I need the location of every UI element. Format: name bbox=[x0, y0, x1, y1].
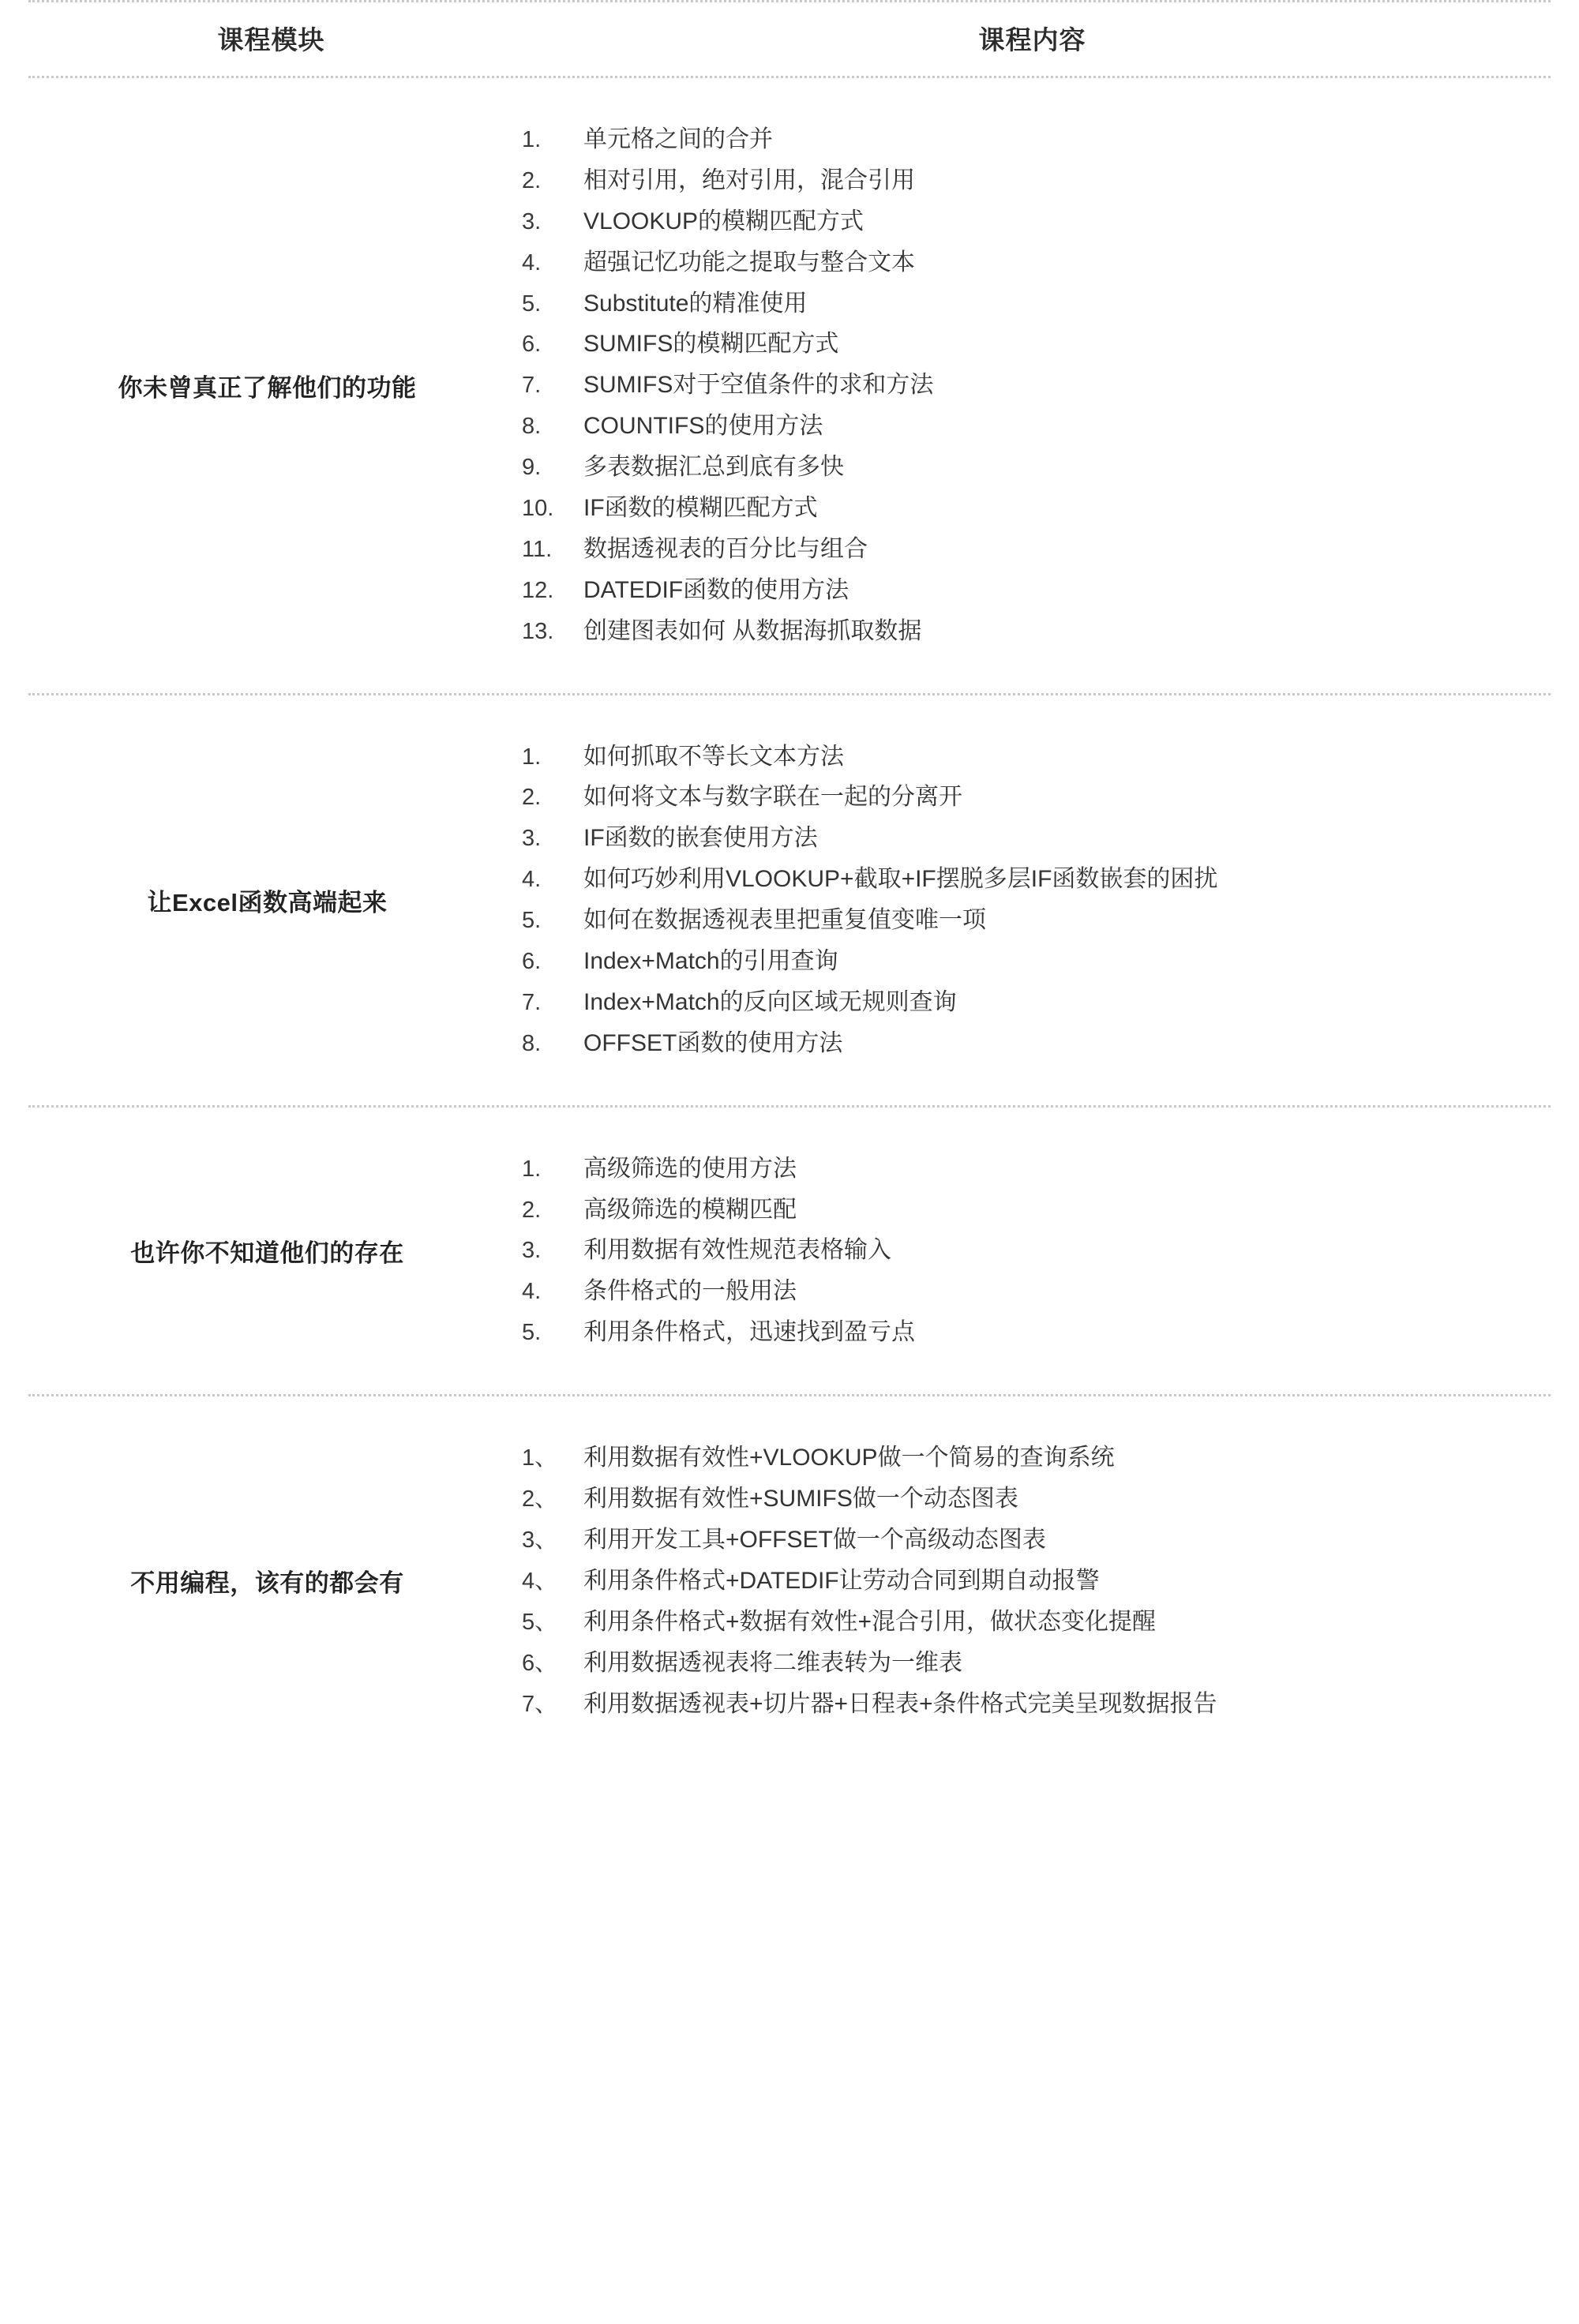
content-list bbox=[522, 737, 1551, 1064]
list-item bbox=[522, 1684, 1551, 1725]
list-item-number: 6. bbox=[522, 332, 542, 358]
list-item-text: 利用数据透视表+切片器+日程表+条件格式完美呈现数据报告 bbox=[583, 1690, 1217, 1717]
list-item bbox=[522, 1190, 1551, 1231]
module-content bbox=[514, 1108, 1551, 1394]
list-item bbox=[522, 365, 1551, 406]
list-item-number: 1. bbox=[522, 1156, 542, 1182]
list-item bbox=[522, 529, 1551, 570]
list-item-text: 利用开发工具+OFFSET做一个高级动态图表 bbox=[583, 1526, 1046, 1553]
list-item bbox=[522, 1271, 1551, 1312]
list-item-number: 3. bbox=[522, 208, 542, 234]
list-item-text: 如何将文本与数字联在一起的分离开 bbox=[583, 784, 962, 811]
table-header bbox=[28, 2, 1551, 76]
list-item-text: 利用数据有效性规范表格输入 bbox=[583, 1237, 891, 1264]
list-item-text: 如何在数据透视表里把重复值变唯一项 bbox=[583, 907, 986, 934]
list-item-text: 相对引用，绝对引用，混合引用 bbox=[583, 167, 915, 193]
list-item-number: 10. bbox=[522, 496, 554, 522]
list-item-number: 7、 bbox=[522, 1691, 558, 1717]
list-item bbox=[522, 447, 1551, 488]
list-item bbox=[522, 941, 1551, 982]
list-item-text: 高级筛选的使用方法 bbox=[583, 1155, 797, 1182]
list-item-text: VLOOKUP的模糊匹配方式 bbox=[583, 208, 865, 234]
list-item-number: 11. bbox=[522, 536, 553, 562]
list-item bbox=[522, 119, 1551, 160]
list-item bbox=[522, 201, 1551, 242]
list-item-number: 6. bbox=[522, 949, 542, 975]
list-item-text: 超强记忆功能之提取与整合文本 bbox=[583, 249, 915, 276]
list-item bbox=[522, 982, 1551, 1023]
list-item bbox=[522, 859, 1551, 900]
list-item bbox=[522, 488, 1551, 529]
list-item-text: 数据透视表的百分比与组合 bbox=[583, 535, 868, 562]
list-item-text: IF函数的嵌套使用方法 bbox=[583, 825, 818, 852]
list-item bbox=[522, 611, 1551, 652]
list-item bbox=[522, 283, 1551, 324]
list-item bbox=[522, 1602, 1551, 1643]
list-item-number: 4. bbox=[522, 867, 542, 893]
list-item-number: 4. bbox=[522, 1279, 542, 1305]
list-item-text: 利用数据透视表将二维表转为一维表 bbox=[583, 1649, 962, 1676]
list-item-number: 3、 bbox=[522, 1527, 558, 1553]
list-item bbox=[522, 737, 1551, 778]
module-title: 也许你不知道他们的存在 bbox=[130, 1239, 404, 1267]
list-item-number: 7. bbox=[522, 373, 542, 399]
list-item-text: 条件格式的一般用法 bbox=[583, 1278, 797, 1305]
list-item-text: OFFSET函数的使用方法 bbox=[583, 1029, 843, 1056]
list-item bbox=[522, 1561, 1551, 1602]
list-item-text: 利用条件格式+数据有效性+混合引用，做状态变化提醒 bbox=[583, 1608, 1157, 1635]
list-item bbox=[522, 1643, 1551, 1684]
list-item bbox=[522, 242, 1551, 283]
list-item bbox=[522, 900, 1551, 941]
list-item bbox=[522, 160, 1551, 201]
list-item-text: SUMIFS的模糊匹配方式 bbox=[583, 331, 839, 358]
list-item-number: 1. bbox=[522, 127, 542, 152]
module-title: 不用编程，该有的都会有 bbox=[130, 1569, 404, 1598]
list-item-number: 4. bbox=[522, 249, 542, 276]
list-item-text: COUNTIFS的使用方法 bbox=[583, 413, 823, 440]
list-item-text: Index+Match的引用查询 bbox=[583, 948, 838, 975]
column-header-content: 课程内容 bbox=[978, 25, 1086, 54]
table-row bbox=[28, 1108, 1551, 1394]
list-item bbox=[522, 818, 1551, 859]
table-header-row bbox=[28, 2, 1551, 76]
list-item-number: 8. bbox=[522, 414, 542, 440]
list-item-text: 多表数据汇总到底有多快 bbox=[583, 454, 844, 481]
list-item-number: 3. bbox=[522, 1238, 542, 1264]
list-item-text: 单元格之间的合并 bbox=[583, 126, 773, 152]
content-list bbox=[522, 1438, 1551, 1724]
list-item-number: 5. bbox=[522, 1320, 542, 1346]
list-item-text: 利用数据有效性+VLOOKUP做一个简易的查询系统 bbox=[583, 1445, 1115, 1471]
list-item bbox=[522, 1312, 1551, 1353]
list-item-number: 4、 bbox=[522, 1568, 558, 1594]
content-list bbox=[522, 119, 1551, 652]
list-item-text: 利用条件格式，迅速找到盈亏点 bbox=[583, 1319, 915, 1346]
module-title: 让Excel函数高端起来 bbox=[147, 888, 388, 916]
list-item bbox=[522, 324, 1551, 365]
list-item-number: 2. bbox=[522, 1197, 542, 1223]
list-item-text: 利用数据有效性+SUMIFS做一个动态图表 bbox=[583, 1486, 1018, 1512]
list-item-number: 5. bbox=[522, 290, 542, 317]
list-item-number: 3. bbox=[522, 826, 542, 852]
module-content bbox=[514, 78, 1551, 693]
list-item-text: SUMIFS对于空值条件的求和方法 bbox=[583, 372, 934, 399]
list-item bbox=[522, 570, 1551, 611]
list-item-text: 高级筛选的模糊匹配 bbox=[583, 1196, 797, 1223]
list-item-number: 2. bbox=[522, 785, 542, 811]
list-item-text: Substitute的精准使用 bbox=[583, 290, 808, 317]
table-body bbox=[28, 76, 1551, 1765]
list-item-text: 如何巧妙利用VLOOKUP+截取+IF摆脱多层IF函数嵌套的困扰 bbox=[583, 866, 1218, 893]
course-table bbox=[28, 2, 1551, 1765]
list-item-number: 13. bbox=[522, 618, 554, 644]
list-item-number: 6、 bbox=[522, 1650, 558, 1676]
list-item-number: 8. bbox=[522, 1030, 542, 1056]
list-item-text: 创建图表如何 从数据海抓取数据 bbox=[583, 617, 922, 644]
list-item-text: Index+Match的反向区域无规则查询 bbox=[583, 988, 957, 1015]
list-item-number: 2. bbox=[522, 167, 542, 193]
table-row bbox=[28, 695, 1551, 1105]
module-content bbox=[514, 695, 1551, 1105]
list-item bbox=[522, 1023, 1551, 1064]
column-header-module: 课程模块 bbox=[217, 25, 325, 54]
list-item-number: 7. bbox=[522, 989, 542, 1015]
list-item-text: IF函数的模糊匹配方式 bbox=[583, 495, 818, 522]
list-item-number: 5. bbox=[522, 908, 542, 934]
list-item-text: 利用条件格式+DATEDIF让劳动合同到期自动报警 bbox=[583, 1567, 1100, 1594]
table-row bbox=[28, 78, 1551, 693]
module-content bbox=[514, 1396, 1551, 1765]
list-item-number: 12. bbox=[522, 577, 554, 603]
list-item-number: 2、 bbox=[522, 1486, 558, 1512]
list-item-number: 9. bbox=[522, 455, 542, 481]
list-item-text: 如何抓取不等长文本方法 bbox=[583, 743, 844, 770]
list-item bbox=[522, 1230, 1551, 1271]
table-row bbox=[28, 1396, 1551, 1765]
content-list bbox=[522, 1149, 1551, 1353]
list-item bbox=[522, 406, 1551, 447]
list-item-number: 5、 bbox=[522, 1609, 558, 1635]
list-item bbox=[522, 777, 1551, 818]
list-item-number: 1. bbox=[522, 744, 542, 770]
list-item bbox=[522, 1520, 1551, 1561]
list-item bbox=[522, 1149, 1551, 1190]
list-item bbox=[522, 1479, 1551, 1520]
module-title: 你未曾真正了解他们的功能 bbox=[118, 373, 417, 402]
list-item-text: DATEDIF函数的使用方法 bbox=[583, 576, 850, 603]
list-item bbox=[522, 1438, 1551, 1479]
list-item-number: 1、 bbox=[522, 1445, 558, 1471]
